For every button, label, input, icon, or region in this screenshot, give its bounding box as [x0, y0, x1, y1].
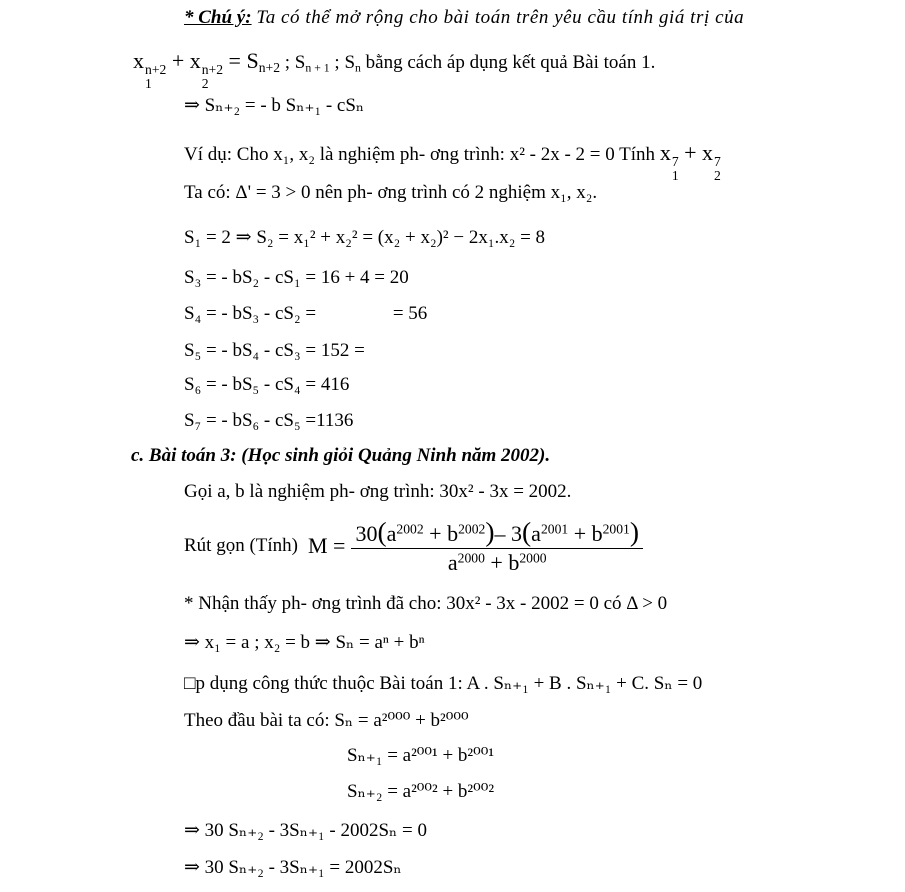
example-intro: [184, 142, 721, 184]
problem3-eq1: [184, 821, 427, 840]
example-delta: [184, 183, 597, 202]
recurrence-text: ⇒ Sₙ₊₂ = - b Sₙ₊₁ - cSₙ: [184, 95, 365, 116]
sn1-def: Sₙ₊₁ = a²⁰⁰¹ + b²⁰⁰¹: [347, 745, 495, 766]
m-formula: M = $\frac{30(a^{2002} + b^{2002})- 3(a^{2001} + b^{2001})}{a^{2000} + b^{2000}}$: [308, 518, 643, 574]
x7-formula: x 7 1 + x 7 2: [659, 140, 721, 184]
s1s2-text: S₁ = 2 ⇒ S₂ = x₁² + x₂² = (x₂ + x₂)² − 2x₁.x₂ = 8: [184, 227, 546, 248]
problem3-simplify: [184, 518, 643, 574]
sn2-def: Sₙ₊₂ = a²⁰⁰² + b²⁰⁰²: [347, 781, 495, 802]
note-line-2: [133, 50, 655, 92]
example-s4: [184, 304, 427, 323]
example-s3: [184, 268, 409, 287]
problem3-sn1: [347, 746, 494, 765]
note-text: Ta có thể mở rộng cho bài toán trên yêu cầu tính giá trị của: [256, 7, 745, 28]
s3-text: S₃ = - bS₂ - cS₁ = 16 + 4 = 20: [184, 267, 409, 288]
eq1-text: ⇒ 30 Sₙ₊₂ - 3Sₙ₊₁ - 2002Sₙ = 0: [184, 820, 427, 841]
problem3-theo: [184, 711, 469, 730]
note-label: * Chú ý:: [184, 7, 252, 28]
example-s1s2: [184, 228, 545, 247]
s4-left: S₄ = - bS₃ - cS₂ =: [184, 303, 317, 324]
problem3-eq2: [184, 858, 402, 877]
apply-text: □p dụng công thức thuộc Bài toán 1: A . Sₙ₊₁ + B . Sₙ₊₁ + C. Sₙ = 0: [184, 673, 703, 694]
example-intro-text: Ví dụ: Cho x₁, x₂ là nghiệm ph- ơng trình: x² - 2x - 2 = 0 Tính: [184, 144, 656, 165]
problem3-heading-text: c. Bài toán 3: (Học sinh giỏi Quảng Ninh năm 2002).: [131, 445, 551, 466]
example-s7: [184, 411, 353, 430]
problem3-given: [184, 482, 571, 501]
simplify-label: Rút gọn (Tính): [184, 535, 298, 557]
problem3-observe: [184, 594, 667, 613]
s5-text: S₅ = - bS₄ - cS₃ = 152 =: [184, 340, 365, 361]
s7-text: S₇ = - bS₆ - cS₅ =1136: [184, 410, 354, 431]
sum-power-formula: x n+2 1 + x n+2 2 = $S_{n+2}$ ; $S_{n + 1}$ ; $S_n$: [133, 48, 361, 92]
note-line-2-tail: bằng cách áp dụng kết quả Bài toán 1.: [365, 52, 656, 73]
problem3-heading: [131, 446, 550, 465]
example-s5: [184, 341, 365, 360]
sn-def: Sₙ = a²⁰⁰⁰ + b²⁰⁰⁰: [334, 710, 469, 731]
problem3-implies: [184, 633, 425, 652]
theo-label: Theo đầu bài ta có:: [184, 710, 330, 731]
recurrence: [184, 96, 364, 115]
s4-right: = 56: [392, 303, 428, 324]
example-s6: [184, 375, 349, 394]
implies-text: ⇒ x₁ = a ; x₂ = b ⇒ Sₙ = aⁿ + bⁿ: [184, 632, 425, 653]
problem3-apply: [184, 674, 702, 693]
problem3-sn2: [347, 782, 494, 801]
given-text: Gọi a, b là nghiệm ph- ơng trình: 30x² - 3x = 2002.: [184, 481, 572, 502]
eq2-text: ⇒ 30 Sₙ₊₂ - 3Sₙ₊₁ = 2002Sₙ: [184, 857, 402, 878]
s6-text: S₆ = - bS₅ - cS₄ = 416: [184, 374, 350, 395]
observe-text: * Nhận thấy ph- ơng trình đã cho: 30x² - 3x - 2002 = 0 có Δ > 0: [184, 593, 668, 614]
example-delta-text: Ta có: Δ' = 3 > 0 nên ph- ơng trình có 2 nghiệm x₁, x₂.: [184, 182, 598, 203]
note-line-1: [184, 8, 744, 27]
